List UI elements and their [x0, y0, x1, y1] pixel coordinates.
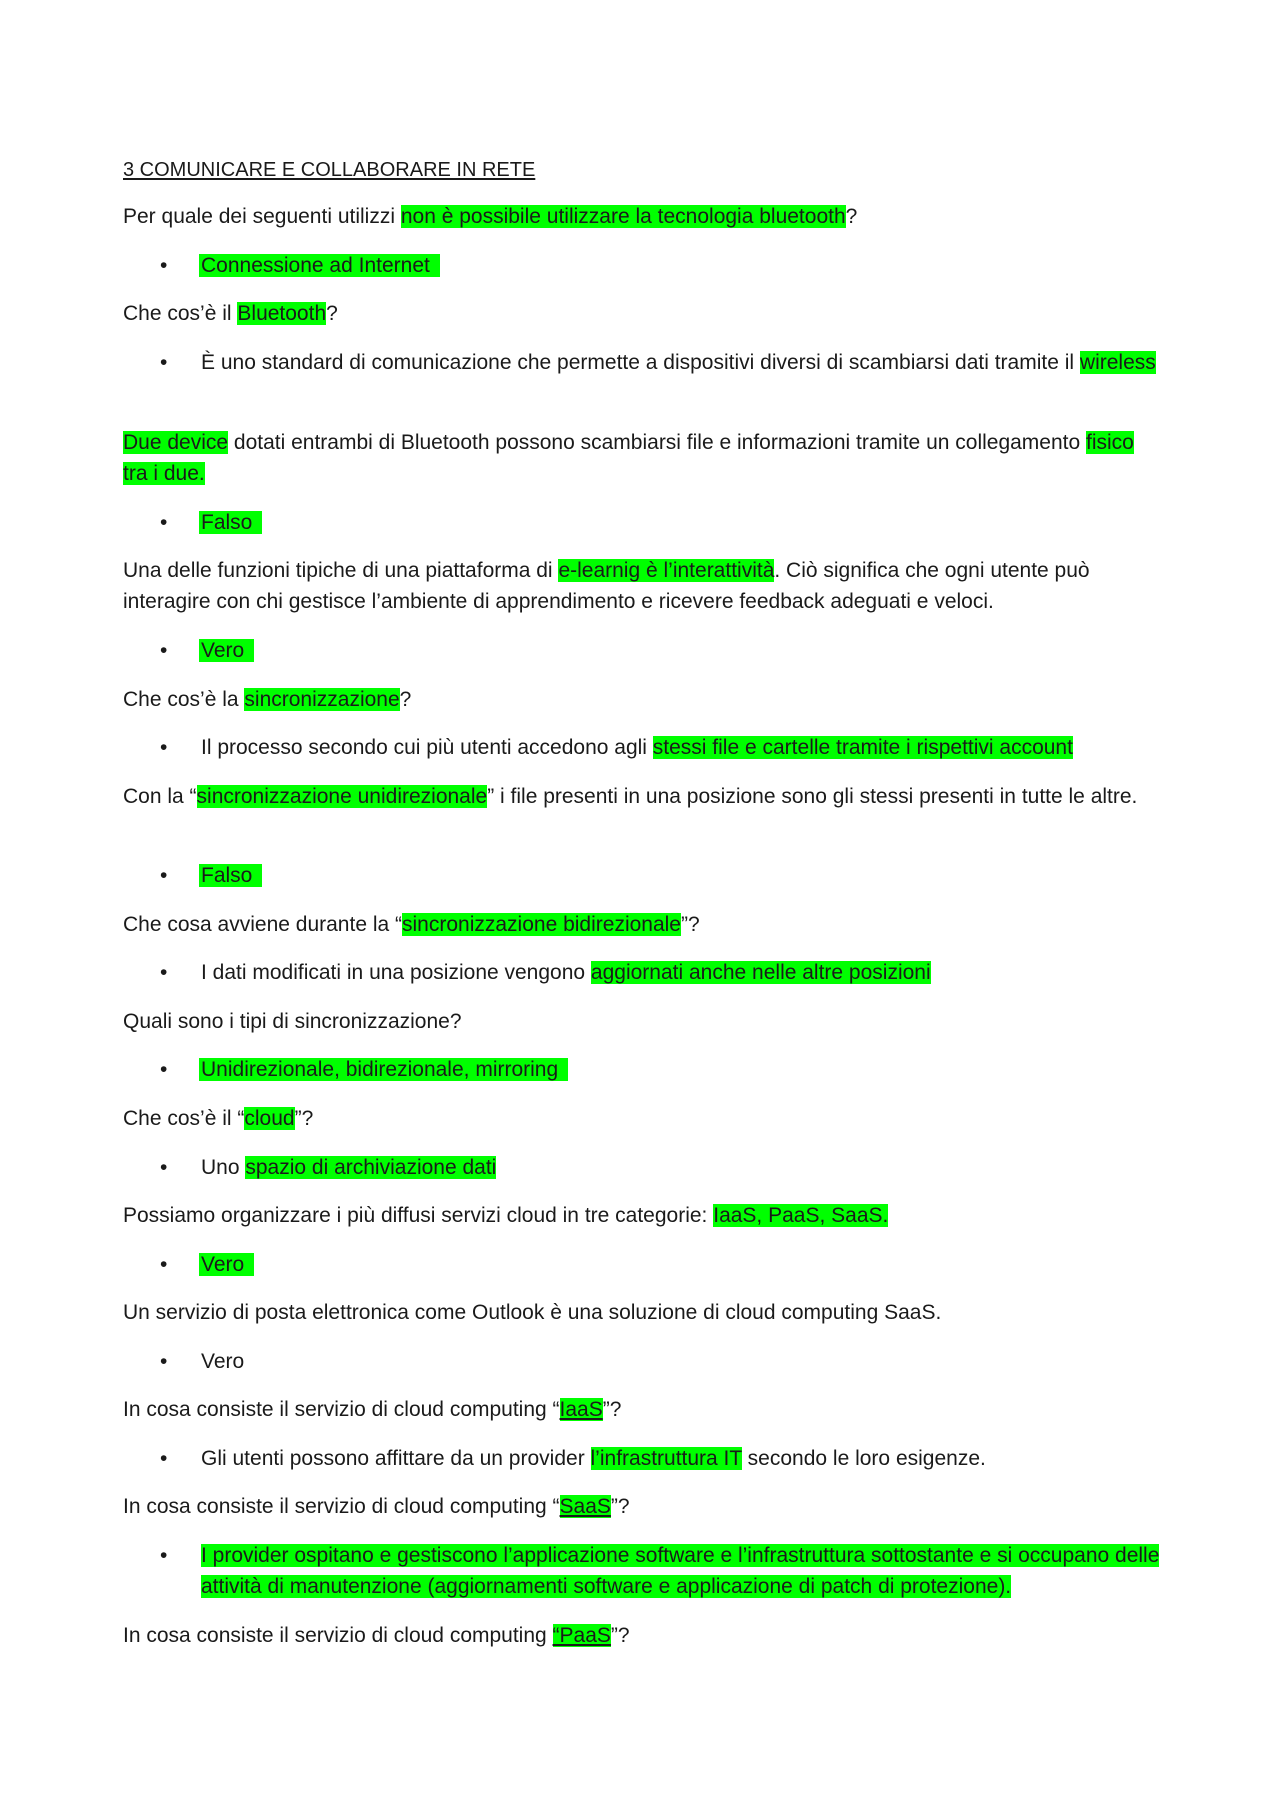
answer-1 [201, 250, 1161, 281]
highlight: l’infrastruttura IT [590, 1447, 742, 1470]
bullet-icon: • [160, 736, 168, 759]
bullet-icon: • [160, 1447, 168, 1470]
document-title: 3 COMUNICARE E COLLABORARE IN RETE [123, 159, 536, 181]
highlight: “PaaS [552, 1624, 611, 1647]
question-5: Che cos’è la sincronizzazione? [123, 688, 412, 711]
answer-5: Il processo secondo cui più utenti accedono agli stessi file e cartelle tramite i rispettivi account [201, 736, 1073, 759]
highlight: stessi file e cartelle tramite i rispettivi account [652, 736, 1073, 759]
question-9: Che cos’è il “cloud”? [123, 1107, 314, 1130]
highlight: e-learnig è l’interattività [558, 559, 775, 582]
highlight: IaaS [559, 1398, 603, 1421]
question-11: Un servizio di posta elettronica come Outlook è una soluzione di cloud computing SaaS. [123, 1301, 942, 1324]
question-3: Due device dotati entrambi di Bluetooth possono scambiarsi file e informazioni tramite un collegamento fisico tra i due. [123, 431, 1134, 485]
question-7: Che cosa avviene durante la “sincronizzazione bidirezionale”? [123, 913, 700, 936]
question-4: Una delle funzioni tipiche di una piattaforma di e-learnig è l’interattività. Ciò significa che ogni utente può interagire con chi gestisce l’ambiente di apprendimento e ricevere feedback adeguati e veloci. [123, 559, 1090, 613]
answer-11: Vero [201, 1350, 245, 1373]
bullet-icon: • [160, 254, 168, 277]
answer-13 [201, 1540, 1161, 1602]
bullet-icon: • [160, 1156, 168, 1179]
answer-7: I dati modificati in una posizione vengono aggiornati anche nelle altre posizioni [201, 961, 931, 984]
bullet-icon: • [160, 1058, 168, 1081]
highlight: Due device [123, 431, 229, 454]
highlight: non è possibile utilizzare la tecnologia bluetooth [400, 205, 846, 228]
highlight: Unidirezionale, bidirezionale, mirroring [199, 1058, 568, 1081]
question-1: Per quale dei seguenti utilizzi non è possibile utilizzare la tecnologia bluetooth? [123, 205, 858, 228]
question-12: In cosa consiste il servizio di cloud computing “IaaS”? [123, 1398, 622, 1421]
highlight: wireless [1079, 351, 1156, 374]
bullet-icon: • [160, 1350, 168, 1373]
highlight: aggiornati anche nelle altre posizioni [590, 961, 931, 984]
highlight: SaaS [559, 1495, 611, 1518]
highlight: Vero [199, 1253, 254, 1276]
highlight: IaaS, PaaS, SaaS. [713, 1204, 889, 1227]
highlight: fisico tra i due. [123, 431, 1134, 485]
highlight: spazio di archiviazione dati [245, 1156, 497, 1179]
highlight: sincronizzazione [244, 688, 400, 711]
question-13: In cosa consiste il servizio di cloud computing “SaaS”? [123, 1495, 630, 1518]
question-10: Possiamo organizzare i più diffusi servizi cloud in tre categorie: IaaS, PaaS, SaaS. [123, 1204, 889, 1227]
highlight: Connessione ad Internet [199, 254, 440, 277]
question-2: Che cos’è il Bluetooth? [123, 302, 338, 325]
highlight: Falso [199, 511, 262, 534]
answer-12: Gli utenti possono affittare da un provider l’infrastruttura IT secondo le loro esigenze. [201, 1447, 986, 1470]
bullet-icon: • [160, 864, 168, 887]
answer-10 [201, 1249, 1161, 1280]
highlight: I provider ospitano e gestiscono l’applicazione software e l’infrastruttura sottostante e si occupano delle attività di manutenzione (aggiornamenti software e applicazione di patch di protezione). [201, 1544, 1160, 1598]
answer-4 [201, 635, 1161, 666]
bullet-icon: • [160, 511, 168, 534]
bullet-icon: • [160, 639, 168, 662]
highlight: Falso [199, 864, 262, 887]
answer-9: Uno spazio di archiviazione dati [201, 1156, 497, 1179]
bullet-icon: • [160, 1544, 168, 1567]
answer-8 [201, 1054, 1161, 1085]
highlight: sincronizzazione unidirezionale [196, 785, 488, 808]
answer-2: È uno standard di comunicazione che permette a dispositivi diversi di scambiarsi dati tramite il wireless [201, 351, 1156, 374]
question-14: In cosa consiste il servizio di cloud computing “PaaS”? [123, 1624, 630, 1647]
answer-3 [201, 507, 1161, 538]
highlight: Vero [199, 639, 254, 662]
bullet-icon: • [160, 351, 168, 374]
bullet-icon: • [160, 961, 168, 984]
bullet-icon: • [160, 1253, 168, 1276]
question-6: Con la “sincronizzazione unidirezionale” i file presenti in una posizione sono gli stessi presenti in tutte le altre. [123, 785, 1138, 808]
highlight: sincronizzazione bidirezionale [402, 913, 681, 936]
question-8: Quali sono i tipi di sincronizzazione? [123, 1010, 462, 1033]
answer-6 [201, 860, 1161, 891]
highlight: Bluetooth [237, 302, 327, 325]
highlight: cloud [244, 1107, 295, 1130]
